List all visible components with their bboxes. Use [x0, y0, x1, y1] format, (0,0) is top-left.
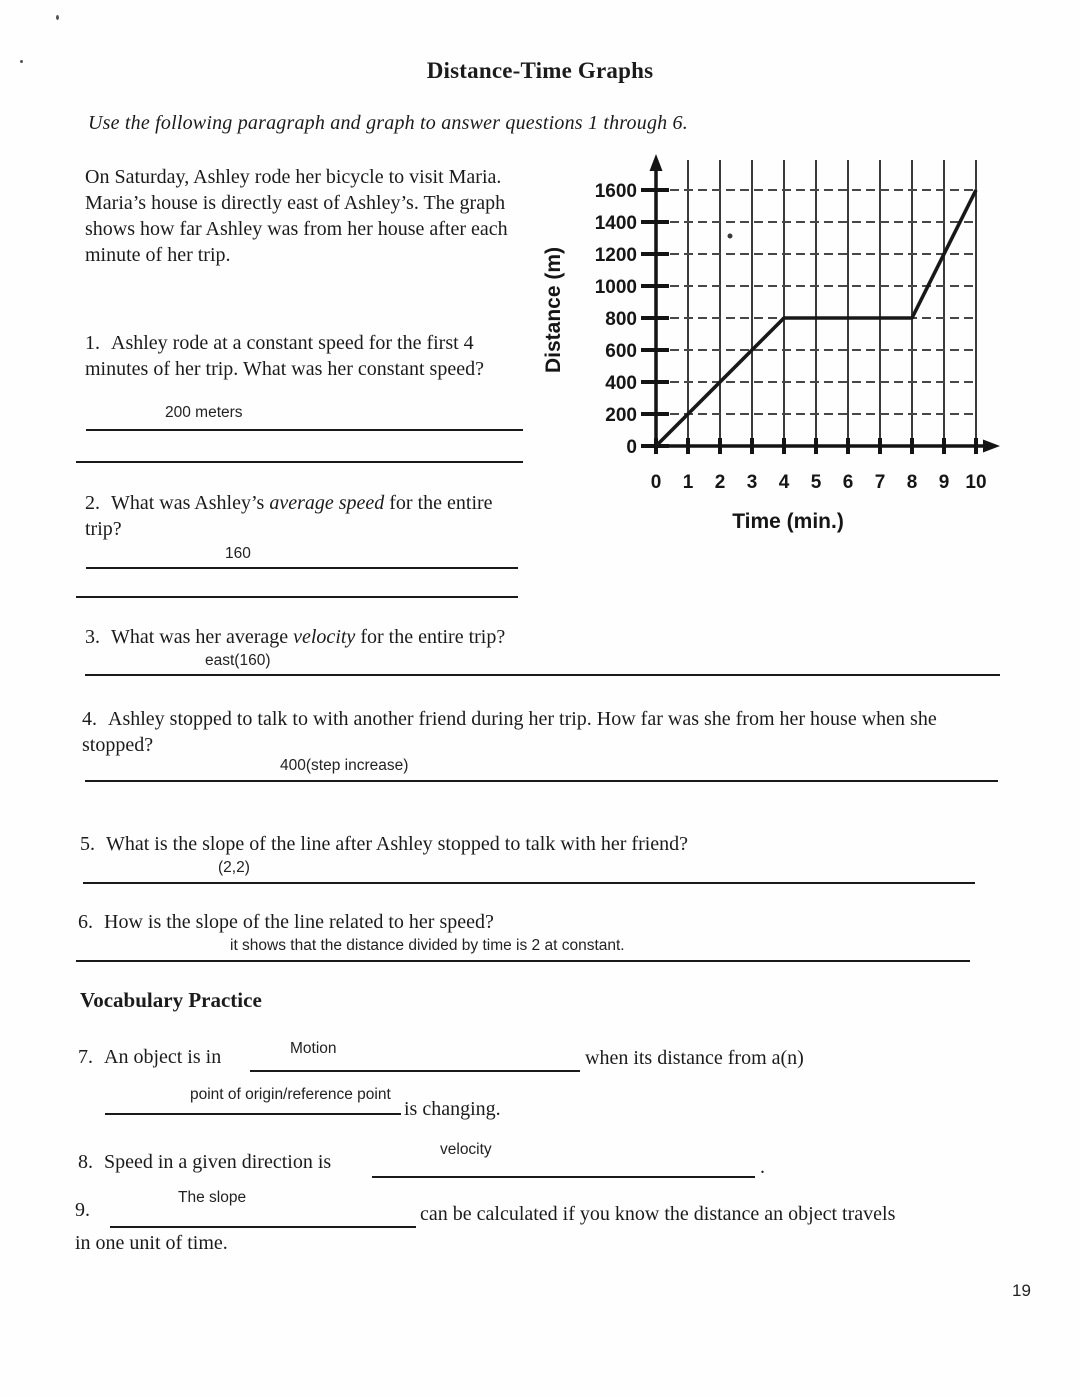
x-tick-label: 1	[682, 472, 694, 493]
y-tick-label: 400	[605, 373, 637, 394]
scan-speck	[728, 234, 733, 239]
answer-q1: 200 meters	[165, 404, 243, 421]
x-axis-arrow	[983, 440, 1000, 453]
x-tick-label: 7	[874, 472, 886, 493]
question-4-number: 4.	[82, 708, 97, 730]
vocabulary-heading: Vocabulary Practice	[80, 988, 262, 1012]
y-tick-label: 0	[626, 437, 637, 458]
x-tick-label: 4	[778, 472, 790, 493]
scan-speck	[56, 15, 59, 20]
x-tick-label: 9	[938, 472, 950, 493]
question-7-text-mid: when its distance from a(n)	[585, 1047, 804, 1069]
answer-line	[86, 429, 523, 431]
x-tick-label: 0	[650, 472, 662, 493]
page-title: Distance-Time Graphs	[426, 58, 654, 83]
question-6-number: 6.	[78, 911, 93, 933]
y-axis-arrow	[650, 154, 663, 171]
question-7-number: 7.	[78, 1046, 93, 1068]
question-7-start	[78, 1044, 221, 1070]
x-tick-label: 3	[746, 472, 758, 493]
y-tick-label: 200	[605, 405, 637, 426]
answer-line	[76, 960, 970, 962]
answer-line	[85, 674, 1000, 676]
question-3-number: 3.	[85, 626, 100, 648]
x-tick-label: 8	[906, 472, 918, 493]
x-tick-label: 2	[714, 472, 726, 493]
question-4-text: Ashley stopped to talk to with another friend during her trip. How far was she from her house when she stopped?	[82, 708, 937, 756]
answer-line	[76, 596, 518, 598]
answer-line	[250, 1070, 580, 1072]
y-axis-label: Distance (m)	[542, 246, 565, 374]
question-1-number: 1.	[85, 332, 100, 354]
x-tick-label: 10	[965, 472, 987, 493]
question-2	[85, 490, 525, 542]
y-tick-label: 800	[605, 309, 637, 330]
distance-time-graph	[540, 148, 1020, 560]
answer-q3: east(160)	[205, 652, 271, 669]
intro-paragraph: On Saturday, Ashley rode her bicycle to visit Maria. Maria’s house is directly east of Ashley’s. The graph shows how far Ashley was from her house after each minute of her trip.	[85, 166, 508, 266]
y-tick-label: 600	[605, 341, 637, 362]
answer-line	[76, 461, 523, 463]
question-2-text-pre: What was Ashley’s	[111, 492, 270, 514]
y-tick-label: 1400	[594, 213, 637, 234]
question-5	[80, 831, 840, 857]
question-1-text: Ashley rode at a constant speed for the first 4 minutes of her trip. What was her constant speed?	[85, 332, 484, 380]
question-6	[78, 909, 698, 935]
question-1	[85, 330, 541, 382]
question-9-number: 9.	[75, 1199, 90, 1221]
question-2-text-post: for the entire trip?	[85, 492, 493, 540]
answer-line	[105, 1113, 401, 1115]
question-2-number: 2.	[85, 492, 100, 514]
question-9-text-cont: in one unit of time.	[75, 1232, 228, 1254]
question-8-number: 8.	[78, 1151, 93, 1173]
question-9-text: can be calculated if you know the distance an object travels	[420, 1203, 896, 1225]
question-3-text-post: for the entire trip?	[355, 626, 506, 648]
answer-line	[372, 1176, 755, 1178]
question-7-text-post: is changing.	[404, 1098, 501, 1120]
x-tick-label: 6	[842, 472, 854, 493]
question-5-text: What is the slope of the line after Ashley stopped to talk with her friend?	[106, 833, 689, 855]
question-4	[82, 706, 1010, 758]
answer-line	[86, 567, 518, 569]
answer-q9-blank: The slope	[178, 1189, 247, 1206]
question-8-start	[78, 1149, 331, 1175]
question-3	[85, 624, 705, 650]
answer-q4: 400(step increase)	[280, 757, 409, 774]
question-3-text-pre: What was her average	[111, 626, 294, 648]
question-2-text-italic: average speed	[269, 492, 385, 514]
answer-q8-blank: velocity	[440, 1141, 492, 1158]
question-5-number: 5.	[80, 833, 95, 855]
answer-q6: it shows that the distance divided by time is 2 at constant.	[230, 937, 625, 954]
x-tick-label: 5	[810, 472, 822, 493]
question-3-text-italic: velocity	[293, 626, 356, 648]
x-axis-label: Time (min.)	[732, 510, 844, 533]
instruction-text: Use the following paragraph and graph to answer questions 1 through 6.	[88, 112, 688, 134]
answer-q2: 160	[225, 545, 251, 562]
question-8-text-post: .	[760, 1156, 765, 1178]
question-6-text: How is the slope of the line related to her speed?	[104, 911, 494, 933]
question-7-text-pre: An object is in	[104, 1046, 222, 1068]
answer-q5: (2,2)	[218, 859, 250, 876]
page-number: 19	[1012, 1281, 1031, 1300]
answer-line	[83, 882, 975, 884]
answer-line	[110, 1226, 416, 1228]
answer-q7-blank2: point of origin/reference point	[190, 1086, 391, 1103]
answer-line	[85, 780, 998, 782]
answer-q7-blank1: Motion	[290, 1040, 337, 1057]
y-tick-label: 1200	[594, 245, 637, 266]
y-tick-label: 1000	[594, 277, 637, 298]
question-8-text-pre: Speed in a given direction is	[104, 1151, 332, 1173]
y-tick-label: 1600	[594, 181, 637, 202]
